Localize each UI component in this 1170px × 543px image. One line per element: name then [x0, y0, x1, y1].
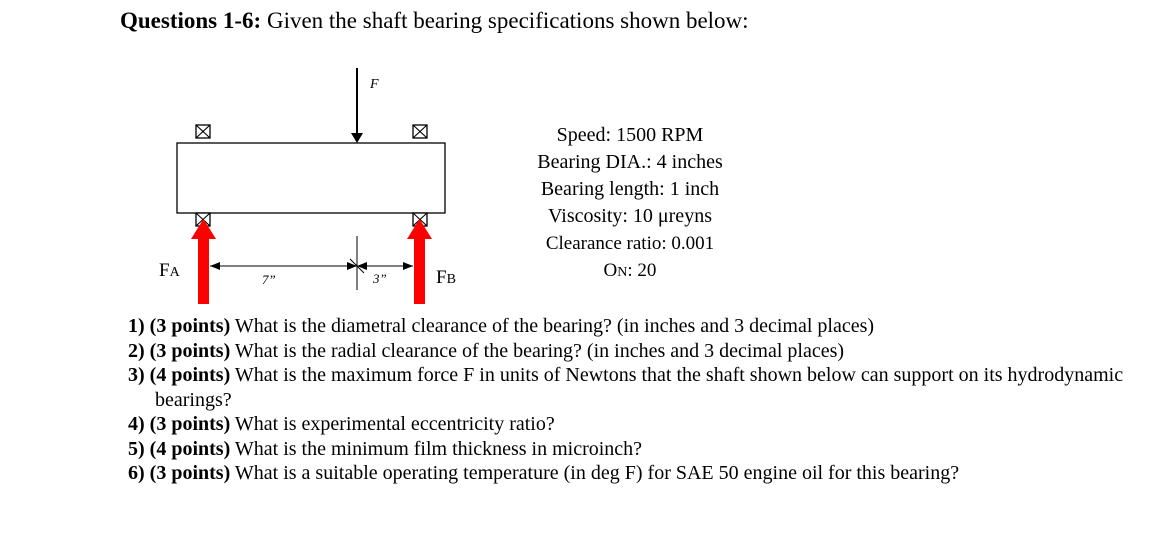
spec-clearance-ratio: Clearance ratio: 0.001	[545, 233, 715, 254]
question-2: 2) (3 points) What is the radial clearance of the bearing? (in inches and 3 decimal places)	[128, 339, 845, 362]
force-arrow-head	[351, 133, 363, 143]
dimension-right-label: 3”	[373, 271, 387, 286]
question-5: 5) (4 points) What is the minimum film thickness in microinch?	[128, 437, 643, 460]
question-6: 6) (3 points) What is a suitable operating temperature (in deg F) for SAE 50 engine oil for this bearing?	[128, 462, 960, 484]
question-1: 1) (3 points) What is the diametral clearance of the bearing? (in inches and 3 decimal places)	[128, 315, 875, 337]
dimension-left-label: 7”	[262, 272, 276, 287]
force-label: F	[370, 77, 379, 92]
question-list	[128, 314, 1148, 486]
spec-sommerfeld-number: ON: 20	[603, 260, 657, 281]
reaction-arrow-b	[407, 219, 432, 304]
heading-text: Given the shaft bearing specifications shown below:	[266, 8, 749, 33]
shaft-body	[177, 143, 445, 213]
question-4: 4) (3 points) What is experimental eccentricity ratio?	[128, 413, 555, 435]
bearing-top-left	[196, 125, 210, 138]
spec-bearing-length: Bearing length: 1 inch	[540, 178, 720, 200]
question-3: 3) (4 points) What is the maximum force F in units of Newtons that the shaft shown below can support on its hydrodynamic bearings?	[128, 364, 1124, 411]
bearing-top-right	[413, 125, 427, 138]
reaction-arrow-a	[191, 219, 216, 304]
spec-bearing-diameter: Bearing DIA.: 4 inches	[537, 151, 723, 173]
bearing-specifications	[505, 122, 755, 286]
reaction-b-label: FB	[436, 267, 456, 288]
reaction-a-label: FA	[159, 260, 180, 281]
heading-prefix: Questions 1-6:	[120, 8, 262, 33]
spec-viscosity: Viscosity: 10 μreyns	[548, 205, 712, 227]
spec-speed: Speed: 1500 RPM	[556, 124, 704, 146]
